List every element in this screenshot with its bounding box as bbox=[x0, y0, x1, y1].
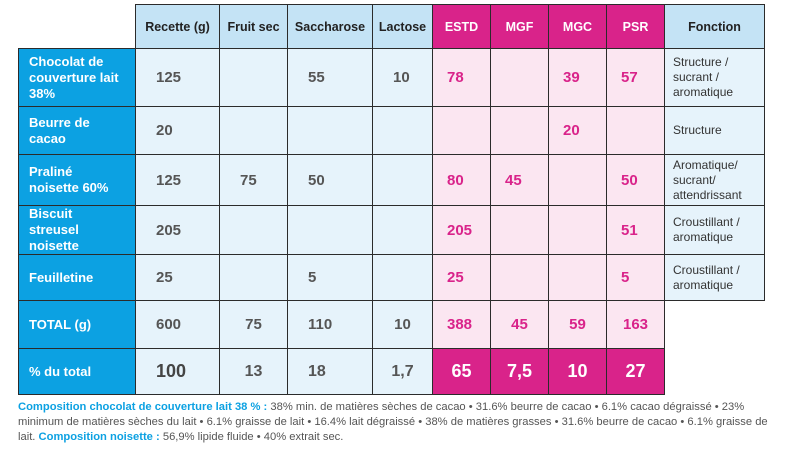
recipe-table bbox=[18, 4, 765, 395]
cell-mgf: 7,5 bbox=[491, 349, 549, 395]
cell-lactose: 10 bbox=[373, 301, 433, 349]
row-label: % du total bbox=[19, 349, 136, 395]
cell-estd bbox=[433, 107, 491, 155]
cell-psr: 163 bbox=[607, 301, 665, 349]
row-label: Feuilletine bbox=[19, 255, 136, 301]
row-label: Beurre de cacao bbox=[19, 107, 136, 155]
col-header-recette: Recette (g) bbox=[136, 5, 220, 49]
cell-estd: 80 bbox=[433, 155, 491, 206]
cell-recette: 20 bbox=[136, 107, 220, 155]
cell-estd: 205 bbox=[433, 206, 491, 255]
cell-mgc: 39 bbox=[549, 49, 607, 107]
cell-saccharose bbox=[288, 206, 373, 255]
cell-mgf bbox=[491, 206, 549, 255]
cell-estd: 25 bbox=[433, 255, 491, 301]
cell-fonction: Croustillant / aromatique bbox=[665, 206, 765, 255]
cell-psr: 50 bbox=[607, 155, 665, 206]
table-row bbox=[19, 206, 765, 255]
cell-recette: 125 bbox=[136, 49, 220, 107]
cell-saccharose: 110 bbox=[288, 301, 373, 349]
cell-fruit-sec bbox=[220, 49, 288, 107]
corner-cell bbox=[19, 5, 136, 49]
note-label-noisette: Composition noisette : bbox=[38, 431, 160, 443]
cell-recette: 600 bbox=[136, 301, 220, 349]
cell-mgc bbox=[549, 155, 607, 206]
cell-mgf bbox=[491, 107, 549, 155]
note-label-chocolat: Composition chocolat de couverture lait 38 % : bbox=[18, 401, 268, 413]
cell-saccharose: 55 bbox=[288, 49, 373, 107]
cell-recette: 25 bbox=[136, 255, 220, 301]
cell-recette: 205 bbox=[136, 206, 220, 255]
row-label: Chocolat de couverture lait 38% bbox=[19, 49, 136, 107]
col-header-psr: PSR bbox=[607, 5, 665, 49]
cell-lactose bbox=[373, 107, 433, 155]
header-row bbox=[19, 5, 765, 49]
cell-saccharose: 5 bbox=[288, 255, 373, 301]
col-header-fonction: Fonction bbox=[665, 5, 765, 49]
cell-fonction bbox=[665, 301, 765, 349]
cell-lactose bbox=[373, 206, 433, 255]
cell-estd: 65 bbox=[433, 349, 491, 395]
percent-row bbox=[19, 349, 765, 395]
cell-mgc: 59 bbox=[549, 301, 607, 349]
cell-fonction: Aromatique/ sucrant/ attendrissant bbox=[665, 155, 765, 206]
total-row bbox=[19, 301, 765, 349]
composition-note bbox=[18, 400, 788, 445]
col-header-mgc: MGC bbox=[549, 5, 607, 49]
cell-psr: 51 bbox=[607, 206, 665, 255]
table-row bbox=[19, 49, 765, 107]
cell-mgf: 45 bbox=[491, 301, 549, 349]
table-row bbox=[19, 107, 765, 155]
row-label: Biscuit streusel noisette bbox=[19, 206, 136, 255]
cell-fruit-sec: 75 bbox=[220, 301, 288, 349]
col-header-mgf: MGF bbox=[491, 5, 549, 49]
cell-mgc: 10 bbox=[549, 349, 607, 395]
col-header-estd: ESTD bbox=[433, 5, 491, 49]
cell-mgf bbox=[491, 255, 549, 301]
table-row bbox=[19, 255, 765, 301]
col-header-fruit-sec: Fruit sec bbox=[220, 5, 288, 49]
cell-mgf bbox=[491, 49, 549, 107]
cell-mgc bbox=[549, 206, 607, 255]
cell-saccharose: 18 bbox=[288, 349, 373, 395]
cell-mgc bbox=[549, 255, 607, 301]
cell-saccharose bbox=[288, 107, 373, 155]
note-text-noisette: 56,9% lipide fluide • 40% extrait sec. bbox=[159, 431, 344, 443]
cell-fonction: Croustillant / aromatique bbox=[665, 255, 765, 301]
cell-psr: 57 bbox=[607, 49, 665, 107]
cell-fruit-sec: 13 bbox=[220, 349, 288, 395]
cell-saccharose: 50 bbox=[288, 155, 373, 206]
cell-recette: 125 bbox=[136, 155, 220, 206]
cell-lactose: 10 bbox=[373, 49, 433, 107]
cell-lactose bbox=[373, 255, 433, 301]
cell-fruit-sec bbox=[220, 107, 288, 155]
cell-estd: 388 bbox=[433, 301, 491, 349]
cell-psr bbox=[607, 107, 665, 155]
cell-recette: 100 bbox=[136, 349, 220, 395]
cell-estd: 78 bbox=[433, 49, 491, 107]
col-header-lactose: Lactose bbox=[373, 5, 433, 49]
note-text-chocolat: 38% min. de matières sèches de cacao • 31.6% beurre de cacao • 6.1% cacao dégraissé • 23% minimum de matières sèches du lait • 6.1% graisse de lait • 16.4% lait dégraissé • 38% de matières grasses • 31.6% beurre de cacao • 6.1% graisse de lait. bbox=[18, 401, 768, 443]
table-row bbox=[19, 155, 765, 206]
cell-fonction: Structure / sucrant / aromatique bbox=[665, 49, 765, 107]
row-label: TOTAL (g) bbox=[19, 301, 136, 349]
cell-psr: 27 bbox=[607, 349, 665, 395]
cell-psr: 5 bbox=[607, 255, 665, 301]
cell-fruit-sec bbox=[220, 206, 288, 255]
cell-mgc: 20 bbox=[549, 107, 607, 155]
cell-lactose: 1,7 bbox=[373, 349, 433, 395]
cell-fonction bbox=[665, 349, 765, 395]
col-header-saccharose: Saccharose bbox=[288, 5, 373, 49]
cell-fruit-sec bbox=[220, 255, 288, 301]
cell-mgf: 45 bbox=[491, 155, 549, 206]
cell-fruit-sec: 75 bbox=[220, 155, 288, 206]
row-label: Praliné noisette 60% bbox=[19, 155, 136, 206]
cell-fonction: Structure bbox=[665, 107, 765, 155]
cell-lactose bbox=[373, 155, 433, 206]
